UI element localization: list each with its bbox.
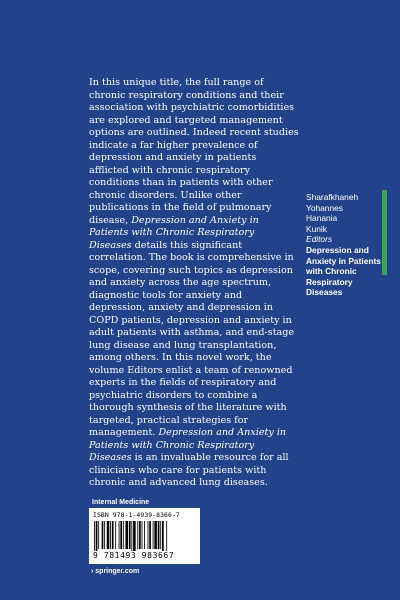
barcode-bar: [154, 521, 157, 549]
barcode-bar: [104, 521, 105, 549]
editor-name: Sharafkhaneh: [306, 192, 359, 202]
description-part-2: details this significant correlation. The book is comprehensive in scope, covering such topics as depression and anxiety across the age spectrum, diagnostic tools for anxiety and depression, anxiety and depression in COPD patients, depression and anxiety in adult patients with asthma, and end-stage lung disease and lung transplantation, among others. In this novel work, the volume Editors enlist a team of renowned experts in the fields of respiratory and psychiatric disorders to combine a thorough synthesis of the literature with targeted, practical strategies for management.: [89, 239, 295, 438]
barcode-bar: [96, 521, 98, 551]
barcode-bar: [162, 521, 164, 551]
barcode-bar: [102, 521, 104, 549]
barcode-bar: [94, 521, 95, 551]
barcode-bars: [93, 521, 196, 551]
barcode-bar: [139, 521, 141, 549]
barcode-bar: [166, 521, 167, 551]
barcode-bar: [110, 521, 111, 549]
barcode-bar: [142, 521, 143, 549]
barcode-block: [89, 508, 200, 564]
barcode-bar: [120, 521, 122, 549]
description-part-3: is an invaluable resource for all clinicians who care for patients with chronic and advanced lung diseases.: [89, 452, 289, 488]
barcode-bar: [148, 521, 149, 549]
isbn-label: ISBN 978-1-4939-8366-7: [93, 511, 180, 519]
editor-name: Kunik: [306, 223, 327, 234]
subject-category: Internal Medicine: [92, 499, 150, 506]
barcode-bar: [144, 521, 145, 549]
barcode-bar: [131, 521, 132, 551]
editor-name: Hanania: [306, 213, 338, 224]
book-title-reference: Depression and Anxiety in Patients with Chronic Respiratory Diseases: [89, 214, 259, 251]
barcode-bar: [107, 521, 110, 549]
barcode-bar: [158, 521, 160, 549]
editor-name: Yohannes: [306, 202, 343, 213]
book-title-reference: Depression and Anxiety in Patients with Chronic Respiratory Diseases: [89, 427, 287, 463]
barcode-bar: [160, 521, 161, 549]
barcode-bar: [153, 521, 154, 549]
barcode-bar: [125, 521, 128, 549]
barcode-bar: [129, 521, 131, 549]
editors-block: [306, 192, 382, 298]
publisher-website: › springer.com: [91, 568, 140, 575]
barcode-bar: [115, 521, 116, 549]
barcode-bar: [123, 521, 124, 549]
accent-bar: [382, 190, 387, 275]
barcode-bar: [119, 521, 120, 549]
book-title: Depression and Anxiety in Patients with Chronic Respiratory Diseases: [306, 244, 381, 298]
barcode-bar: [133, 521, 136, 551]
barcode-digits: 9 781493 983667: [93, 551, 175, 560]
description-part-1: In this unique title, the full range of chronic respiratory conditions and their association with psychiatric comorbidities are explored and targeted management options are outlined. Indeed recent studies indicate a far higher prevalence of depression and anxiety in patients afflicted with chronic respiratory conditions than in patients with other chronic disorders. Unlike other publications in the field of pulmonary disease,: [89, 77, 299, 226]
editors-label: Editors: [306, 234, 333, 245]
barcode-bar: [98, 521, 99, 549]
description-text: [89, 77, 299, 490]
barcode-bar: [137, 521, 138, 549]
barcode-bar: [112, 521, 114, 549]
barcode-bar: [149, 521, 151, 549]
